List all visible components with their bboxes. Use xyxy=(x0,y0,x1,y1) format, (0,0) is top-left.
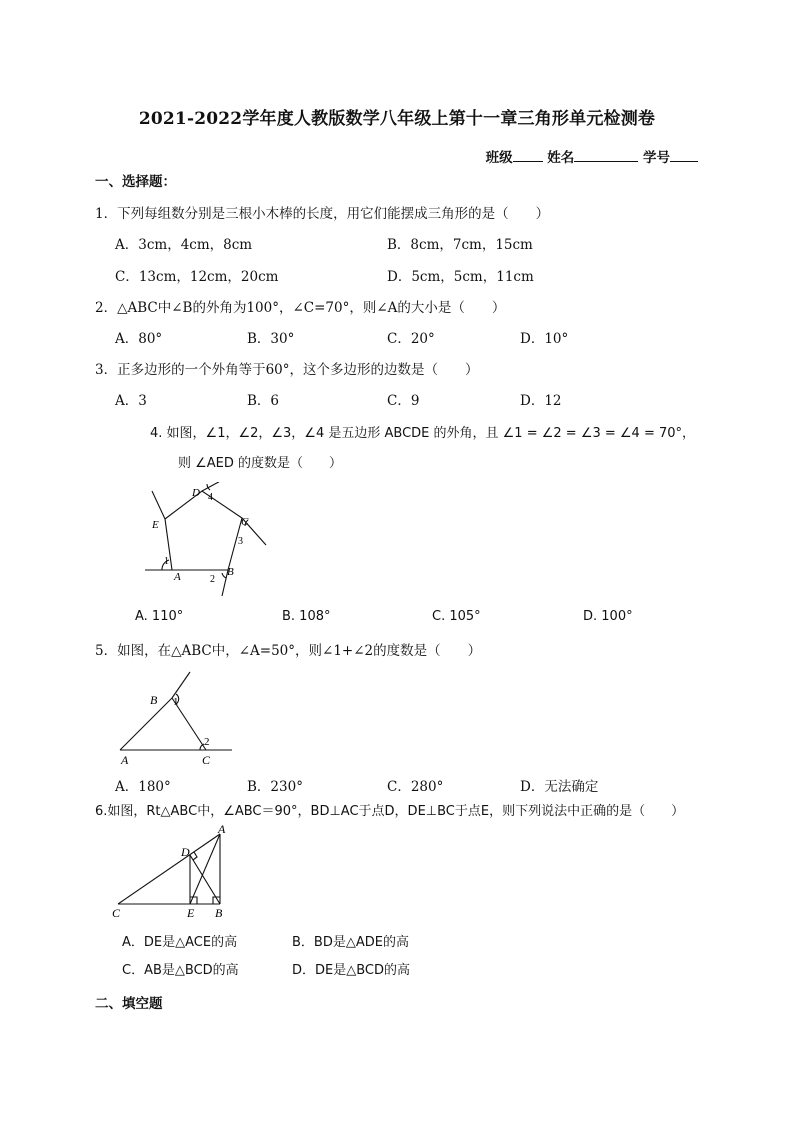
q5-label-a: A xyxy=(121,753,129,767)
question-3-stem: 3．正多边形的一个外角等于60°，这个多边形的边数是（ ） xyxy=(95,362,479,378)
question-4-stem-line1: 4. 如图，∠1，∠2，∠3，∠4 是五边形 ABCDE 的外角，且 ∠1 = ∠2 = ∠3 = ∠4 = 70°， xyxy=(150,426,696,441)
q6-option-d[interactable]: D．DE是△BCD的高 xyxy=(292,963,411,978)
q5-triangle-figure xyxy=(112,668,237,768)
q4-label-c: C xyxy=(241,516,249,528)
q4-option-b[interactable]: B. 108° xyxy=(282,609,331,624)
q3-option-a[interactable]: A．3 xyxy=(115,393,147,409)
class-label: 班级 xyxy=(485,150,513,166)
q5-option-c[interactable]: C．280° xyxy=(387,779,444,795)
q6-right-triangle-figure xyxy=(108,822,238,922)
student-info xyxy=(486,146,698,166)
q1-option-a[interactable]: A．3cm，4cm，8cm xyxy=(115,237,253,253)
q4-option-c[interactable]: C. 105° xyxy=(432,609,481,624)
section-title-choice: 一、选择题： xyxy=(95,174,176,190)
q3-option-b[interactable]: B．6 xyxy=(247,393,280,409)
q1-option-c[interactable]: C．13cm，12cm，20cm xyxy=(115,269,279,285)
q4-angle-2: 2 xyxy=(210,574,215,585)
q6-option-b[interactable]: B．BD是△ADE的高 xyxy=(292,935,409,950)
q4-pentagon-figure xyxy=(140,482,275,602)
q4-angle-1: 1 xyxy=(164,556,169,567)
q2-option-a[interactable]: A．80° xyxy=(115,331,163,347)
question-5-stem: 5．如图，在△ABC中，∠A=50°，则∠1+∠2的度数是（ ） xyxy=(95,643,482,659)
name-blank[interactable] xyxy=(574,149,638,162)
q2-option-b[interactable]: B．30° xyxy=(247,331,295,347)
q4-angle-4: 4 xyxy=(208,492,213,503)
question-4-stem-line2: 则 ∠AED 的度数是（ ） xyxy=(178,456,343,471)
q4-option-a[interactable]: A. 110° xyxy=(135,609,184,624)
q6-option-a[interactable]: A．DE是△ACE的高 xyxy=(122,935,238,950)
q5-option-d[interactable]: D．无法确定 xyxy=(520,779,599,795)
id-label: 学号 xyxy=(643,150,670,166)
question-1-stem: 1．下列每组数分别是三根小木棒的长度，用它们能摆成三角形的是（ ） xyxy=(95,206,550,222)
q5-option-a[interactable]: A．180° xyxy=(115,779,171,795)
q5-label-c: C xyxy=(202,753,211,767)
section-title-fill-in: 二、填空题 xyxy=(95,996,163,1012)
q4-option-d[interactable]: D. 100° xyxy=(583,609,633,624)
q4-label-d: D xyxy=(192,487,200,499)
q1-option-b[interactable]: B．8cm，7cm，15cm xyxy=(387,237,533,253)
class-blank[interactable] xyxy=(513,149,543,162)
page-title: 2021-2022学年度人教版数学八年级上第十一章三角形单元检测卷 xyxy=(138,109,656,129)
question-2-stem: 2．△ABC中∠B的外角为100°，∠C=70°，则∠A的大小是（ ） xyxy=(95,300,506,316)
q6-label-b: B xyxy=(215,906,223,920)
q5-label-b: B xyxy=(150,693,158,707)
q5-angle-1: 1 xyxy=(173,696,179,708)
q2-option-d[interactable]: D．10° xyxy=(520,331,569,347)
q5-angle-2: 2 xyxy=(204,736,210,748)
q6-label-e: E xyxy=(187,906,195,920)
q4-label-b: B xyxy=(227,566,234,578)
q4-label-e: E xyxy=(152,519,159,531)
q6-option-c[interactable]: C．AB是△BCD的高 xyxy=(122,963,239,978)
q3-option-c[interactable]: C．9 xyxy=(387,393,420,409)
question-6-stem: 6.如图，Rt△ABC中，∠ABC＝90°，BD⊥AC于点D，DE⊥BC于点E，则下列说法中正确的是（ ） xyxy=(95,804,685,819)
q4-angle-3: 3 xyxy=(238,536,243,547)
q1-option-d[interactable]: D．5cm，5cm，11cm xyxy=(387,269,534,285)
q5-option-b[interactable]: B．230° xyxy=(247,779,303,795)
name-label: 姓名 xyxy=(547,150,575,166)
q3-option-d[interactable]: D．12 xyxy=(520,393,562,409)
q6-label-c: C xyxy=(112,906,121,920)
q2-option-c[interactable]: C．20° xyxy=(387,331,435,347)
q6-label-a: A xyxy=(218,822,226,836)
id-blank[interactable] xyxy=(670,149,698,162)
q6-label-d: D xyxy=(181,845,190,859)
q4-label-a: A xyxy=(174,571,181,583)
